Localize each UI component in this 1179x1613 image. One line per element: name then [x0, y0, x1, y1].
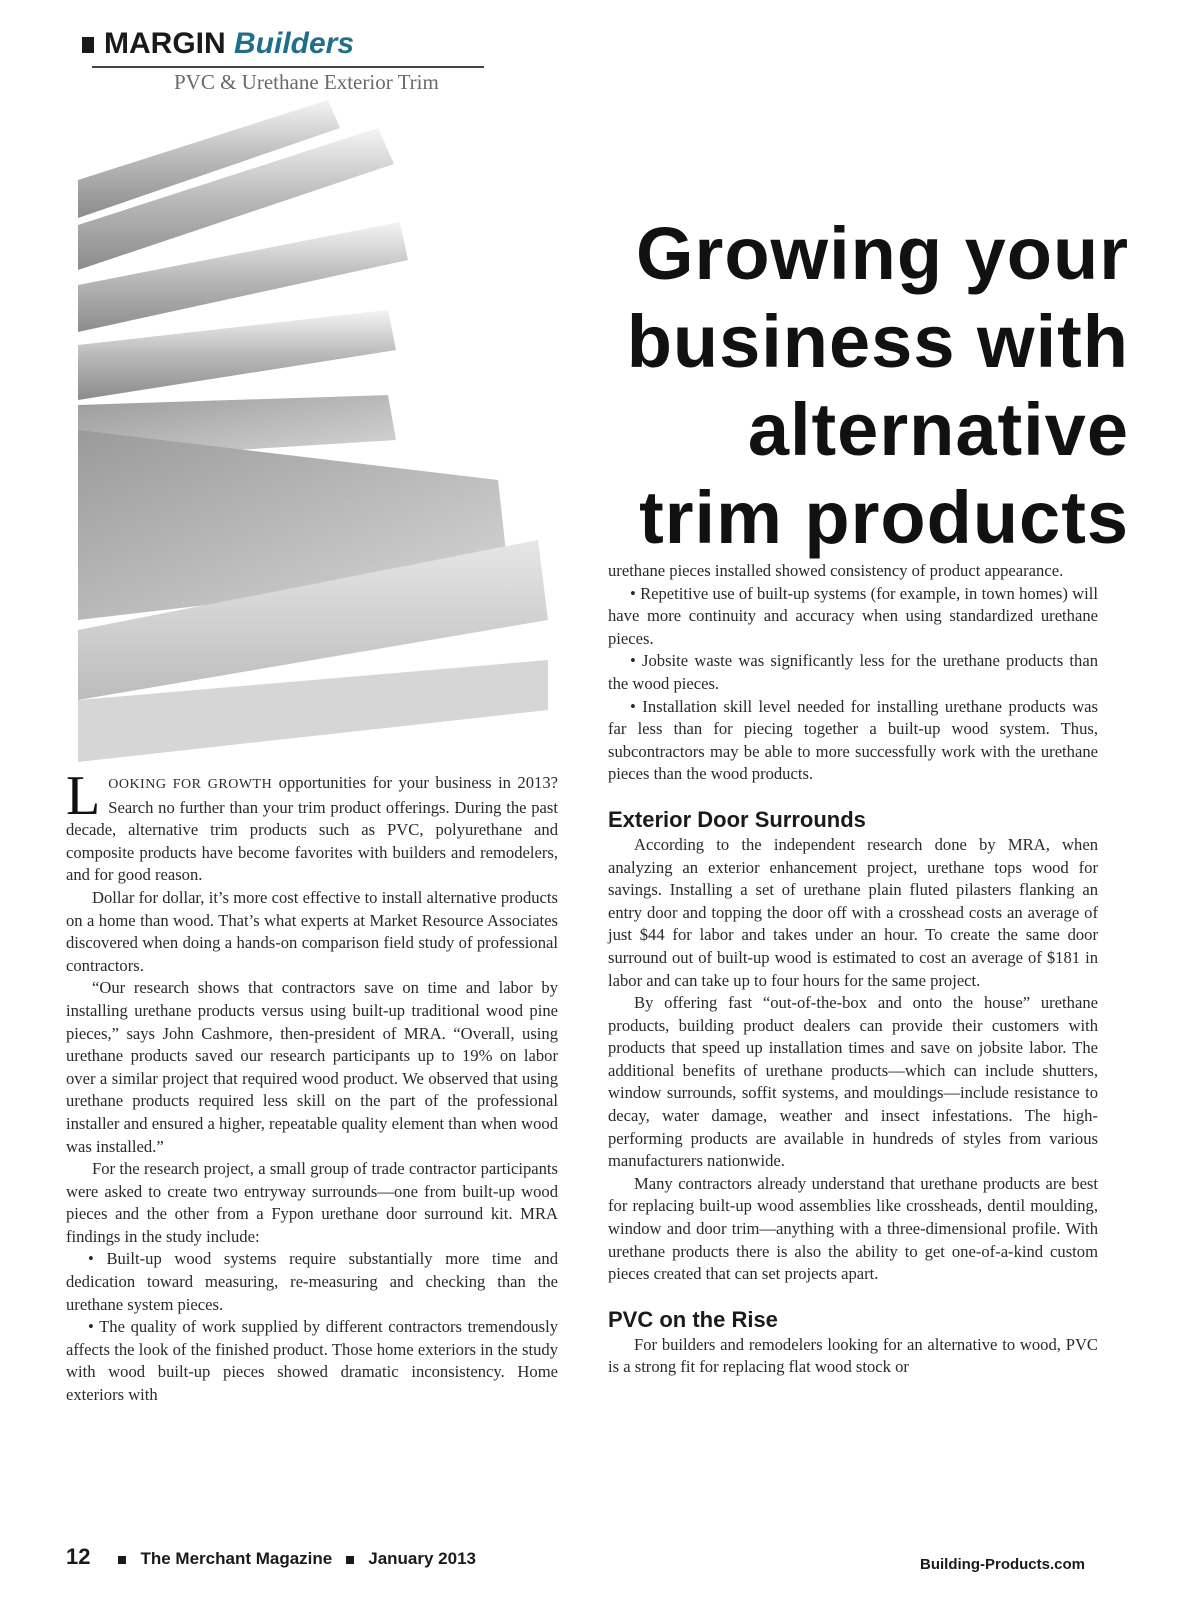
bullet-item: • Built-up wood systems require substantially more time and dedication toward measuring, re-measuring and checking than the urethane system pieces. — [66, 1249, 558, 1314]
bullet-item: • Repetitive use of built-up systems (for example, in town homes) will have more continuity and accuracy when using standardized urethane pieces. — [608, 583, 1098, 648]
article-paragraph: According to the independent research done by MRA, when analyzing an exterior enhancement project, urethane tops wood for savings. Installing a set of urethane plain fluted pilasters flanking an entry door and topping the door off with a crosshead costs an average of just $44 for labor and takes under an hour. To create the same door surround out of built-up wood is estimated to cost an average of $181 in labor and can take up to four hours for the same project. — [608, 834, 1098, 990]
paragraph-text: opportunities for your business in 2013? Search no further than your trim product offerings. During the past decade, alternative trim products such as PVC, polyurethane and composite products have become favorites with builders and remodelers, and for good reason. — [66, 773, 558, 885]
trim-piece — [78, 310, 396, 400]
lead-in-caps: OOKING FOR GROWTH — [108, 777, 273, 792]
magazine-name: The Merchant Magazine — [140, 1549, 333, 1568]
drop-cap: L — [66, 765, 101, 827]
headline-line: business with — [626, 300, 1129, 383]
square-separator-icon — [118, 1556, 126, 1564]
bullet-item: • Installation skill level needed for installing urethane products was far less than for piecing together a built-up wood system. Thus, subcontractors may be able to more successfully work with the urethane pieces than the wood products. — [608, 696, 1098, 784]
article-paragraph: urethane pieces installed showed consistency of product appearance. — [608, 561, 1064, 580]
square-bullet-icon — [82, 37, 94, 53]
trim-products-photo — [78, 100, 548, 762]
page-footer — [66, 1544, 476, 1570]
page-number: 12 — [66, 1544, 91, 1569]
article-paragraph — [66, 765, 558, 887]
section-label-main: MARGIN — [104, 27, 226, 60]
article-paragraph: Dollar for dollar, it’s more cost effective to install alternative products on a home than wood. That’s what experts at Market Resource Associates discovered when doing a hands-on comparison field study of professional contractors. — [66, 887, 558, 975]
bullet-item: • The quality of work supplied by different contractors tremendously affects the look of the finished product. Those home exteriors in the study with wood built-up pieces showed dramatic inconsistency. Home exteriors with — [66, 1317, 558, 1405]
subhead-pvc-on-the-rise: PVC on the Rise — [608, 1306, 778, 1332]
headline-line: Growing your — [636, 212, 1129, 295]
article-column-left — [66, 765, 558, 1407]
website-link[interactable]: Building-Products.com — [920, 1556, 1085, 1573]
article-paragraph: For the research project, a small group of trade contractor participants were asked to create two entryway surrounds—one from built-up wood pieces and the other from a Fypon urethane door surround kit. MRA findings in the study include: — [66, 1159, 558, 1246]
article-paragraph: Many contractors already understand that urethane products are best for replacing built-up wood assemblies like crossheads, dentil moulding, window and door trim—anything with a three-dimensional profile. With urethane products there is also the ability to get one-of-a-kind custom pieces created that can set projects apart. — [608, 1173, 1098, 1284]
section-label — [82, 26, 354, 62]
issue-date: January 2013 — [368, 1549, 476, 1568]
subhead-exterior-door-surrounds: Exterior Door Surrounds — [608, 806, 866, 832]
section-subtitle: PVC & Urethane Exterior Trim — [174, 70, 439, 94]
article-paragraph: By offering fast “out-of-the-box and onto the house” urethane products, building product dealers can provide their customers with products that speed up installation times and save on jobsite labor. The additional benefits of urethane products—which can include shutters, window surrounds, soffit systems, and mouldings—include resistance to decay, water damage, weather and insect infestations. The high-performing products are available in hundreds of styles from various manufacturers nationwide. — [608, 993, 1098, 1171]
article-headline — [509, 210, 1129, 562]
article-column-right — [608, 560, 1098, 1379]
headline-line: trim products — [639, 476, 1129, 559]
article-paragraph: For builders and remodelers looking for an alternative to wood, PVC is a strong fit for replacing flat wood stock or — [608, 1334, 1098, 1377]
bullet-item: • Jobsite waste was significantly less for the urethane products than the wood pieces. — [608, 651, 1098, 693]
section-label-accent: Builders — [234, 27, 355, 60]
headline-line: alternative — [747, 388, 1129, 471]
article-paragraph: “Our research shows that contractors save on time and labor by installing urethane products versus using built-up traditional wood pine pieces,” says John Cashmore, then-president of MRA. “Overall, using urethane products saved our research participants up to 19% on labor over a similar project that required wood product. We observed that using urethane products required less skill on the part of the professional installer and ensured a higher, repeatable quality element than when wood was installed.” — [66, 978, 558, 1156]
header-rule — [92, 66, 484, 68]
square-separator-icon — [346, 1556, 354, 1564]
